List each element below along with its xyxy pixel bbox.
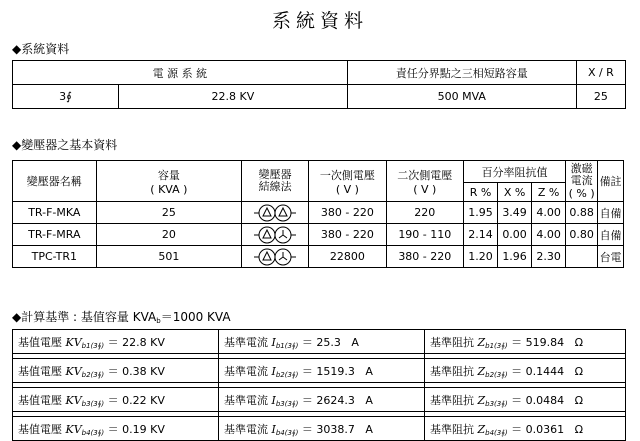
base-impedance-sub: b1(3∮) [485, 341, 508, 350]
z-value: 4.00 [532, 224, 566, 246]
header-excitation [566, 161, 598, 202]
r-value: 2.14 [464, 224, 498, 246]
base-voltage-value: ＝ 22.8 KV [107, 335, 165, 349]
base-current-unit: A [351, 335, 359, 349]
table-row [13, 388, 626, 412]
base-voltage-symbol: KV [65, 393, 82, 407]
page-title: 系統資料 [271, 10, 368, 32]
table-row [13, 202, 624, 224]
note-value: 自備 [598, 224, 624, 246]
primary-voltage: 380 - 220 [309, 202, 386, 224]
r-value: 1.20 [464, 246, 498, 268]
table-row [13, 246, 624, 268]
base-current-cell [219, 330, 425, 354]
excitation-value: 0.80 [566, 224, 598, 246]
system-fault-capacity: 500 MVA [347, 85, 576, 109]
base-voltage-cell [13, 330, 219, 354]
base-impedance-unit: Ω [574, 393, 584, 407]
base-current-symbol: I [271, 335, 276, 349]
x-value: 1.96 [498, 246, 532, 268]
excitation-value: 0.88 [566, 202, 598, 224]
x-value: 3.49 [498, 202, 532, 224]
base-impedance-label: 基準阻抗 [430, 364, 474, 378]
delta-wye-symbol-icon [252, 226, 298, 244]
base-current-sub: b1(3∮) [275, 341, 299, 350]
x-value: 0.00 [498, 224, 532, 246]
base-impedance-label: 基準阻抗 [430, 422, 474, 436]
transformer-name: TPC-TR1 [13, 246, 97, 268]
header-secondary-label: 二次側電壓 [397, 168, 453, 182]
header-connection [242, 161, 309, 202]
base-impedance-unit: Ω [574, 335, 584, 349]
z-value: 4.00 [532, 202, 566, 224]
connection-cell [242, 246, 309, 268]
header-name: 變壓器名稱 [13, 161, 97, 202]
base-current-label: 基準電流 [224, 335, 268, 349]
base-current-value: ＝ 2624.3 [301, 393, 355, 407]
base-voltage-label: 基值電壓 [18, 422, 62, 436]
base-impedance-value: ＝ 0.0361 [511, 422, 565, 436]
base-heading-sub: b [156, 317, 161, 325]
header-secondary [386, 161, 463, 202]
base-current-label: 基準電流 [224, 364, 268, 378]
header-primary [309, 161, 386, 202]
r-value: 1.95 [464, 202, 498, 224]
base-current-value: ＝ 25.3 [301, 335, 341, 349]
base-impedance-unit: Ω [574, 364, 584, 378]
base-heading-value: ＝1000 KVA [160, 310, 231, 324]
base-impedance-cell [425, 359, 626, 383]
base-impedance-cell [425, 417, 626, 441]
transformer-table [12, 160, 624, 268]
base-impedance-value: ＝ 519.84 [511, 335, 565, 349]
header-excitation-unit: ( % ) [568, 186, 595, 200]
base-impedance-cell [425, 330, 626, 354]
base-voltage-cell [13, 388, 219, 412]
base-current-symbol: I [271, 393, 276, 407]
base-voltage-sub: b4(3∮) [81, 428, 105, 437]
base-current-sub: b2(3∮) [275, 370, 299, 379]
base-voltage-label: 基值電壓 [18, 393, 62, 407]
transformer-name: TR-F-MKA [13, 202, 97, 224]
connection-cell [242, 202, 309, 224]
base-current-label: 基準電流 [224, 393, 268, 407]
header-capacity [96, 161, 242, 202]
header-r: R % [464, 183, 498, 202]
base-voltage-value: ＝ 0.38 KV [107, 364, 165, 378]
base-current-value: ＝ 3038.7 [301, 422, 355, 436]
base-current-symbol: I [271, 364, 276, 378]
header-capacity-unit: ( KVA ) [150, 182, 188, 196]
base-voltage-sub: b1(3∮) [81, 341, 105, 350]
header-z: Z % [532, 183, 566, 202]
header-primary-label: 一次側電壓 [319, 168, 375, 182]
base-current-cell [219, 359, 425, 383]
transformer-name: TR-F-MRA [13, 224, 97, 246]
system-xr-value: 25 [576, 85, 625, 109]
header-secondary-unit: ( V ) [413, 182, 437, 196]
system-header-fault: 責任分界點之三相短路容量 [347, 61, 576, 85]
header-note-label: 備註 [599, 175, 622, 188]
base-impedance-label: 基準阻抗 [430, 335, 474, 349]
base-voltage-cell [13, 359, 219, 383]
transformer-kva: 25 [96, 202, 242, 224]
base-voltage-symbol: KV [65, 335, 82, 349]
base-heading-label: ◆計算基準 : 基值容量 KVA [12, 310, 157, 324]
secondary-voltage: 220 [386, 202, 463, 224]
z-value: 2.30 [532, 246, 566, 268]
secondary-voltage: 380 - 220 [386, 246, 463, 268]
system-header-source: 電 源 系 統 [13, 61, 348, 85]
table-row [13, 359, 626, 383]
base-voltage-sub: b3(3∮) [81, 399, 105, 408]
base-table [12, 329, 626, 441]
transformer-heading: ◆變壓器之基本資料 [12, 138, 118, 152]
primary-voltage: 380 - 220 [309, 224, 386, 246]
transformer-kva: 501 [96, 246, 242, 268]
base-current-sub: b4(3∮) [275, 428, 299, 437]
table-row [13, 224, 624, 246]
base-impedance-symbol: Z [477, 335, 486, 349]
base-impedance-value: ＝ 0.0484 [511, 393, 565, 407]
header-connection-label: 變壓器結線法 [258, 168, 292, 193]
base-voltage-value: ＝ 0.22 KV [107, 393, 165, 407]
base-current-sub: b3(3∮) [275, 399, 299, 408]
transformer-kva: 20 [96, 224, 242, 246]
base-voltage-sub: b2(3∮) [81, 370, 105, 379]
table-row [13, 417, 626, 441]
connection-cell [242, 224, 309, 246]
base-current-unit: A [365, 422, 373, 436]
base-current-cell [219, 388, 425, 412]
base-current-label: 基準電流 [224, 422, 268, 436]
system-phase: 3∮ [13, 85, 119, 109]
base-voltage-value: ＝ 0.19 KV [107, 422, 165, 436]
delta-wye-symbol-icon [252, 248, 298, 266]
header-x: X % [498, 183, 532, 202]
base-impedance-value: ＝ 0.1444 [511, 364, 565, 378]
system-heading: ◆系統資料 [12, 42, 70, 56]
system-header-xr: X / R [576, 61, 625, 85]
secondary-voltage: 190 - 110 [386, 224, 463, 246]
base-current-unit: A [365, 364, 373, 378]
base-impedance-symbol: Z [477, 364, 486, 378]
header-note [598, 161, 624, 202]
excitation-value [566, 246, 598, 268]
system-voltage: 22.8 KV [119, 85, 348, 109]
system-table [12, 60, 626, 109]
base-impedance-sub: b2(3∮) [485, 370, 508, 379]
base-impedance-cell [425, 388, 626, 412]
base-current-cell [219, 417, 425, 441]
base-impedance-sub: b3(3∮) [485, 399, 508, 408]
base-impedance-symbol: Z [477, 393, 486, 407]
base-impedance-symbol: Z [477, 422, 486, 436]
base-impedance-label: 基準阻抗 [430, 393, 474, 407]
note-value: 台電 [598, 246, 624, 268]
header-excitation-label: 激磁電流 [570, 161, 593, 187]
header-primary-unit: ( V ) [335, 182, 359, 196]
note-value: 自備 [598, 202, 624, 224]
header-impedance: 百分率阻抗值 [464, 161, 566, 183]
delta-wye-symbol-icon [252, 204, 298, 222]
base-impedance-sub: b4(3∮) [485, 428, 508, 437]
base-current-unit: A [365, 393, 373, 407]
base-voltage-symbol: KV [65, 422, 82, 436]
base-impedance-unit: Ω [574, 422, 584, 436]
base-voltage-symbol: KV [65, 364, 82, 378]
base-heading [12, 308, 231, 325]
base-voltage-cell [13, 417, 219, 441]
base-voltage-label: 基值電壓 [18, 364, 62, 378]
header-capacity-label: 容量 [157, 168, 180, 182]
base-voltage-label: 基值電壓 [18, 335, 62, 349]
base-current-symbol: I [271, 422, 276, 436]
primary-voltage: 22800 [309, 246, 386, 268]
base-current-value: ＝ 1519.3 [301, 364, 355, 378]
table-row [13, 330, 626, 354]
